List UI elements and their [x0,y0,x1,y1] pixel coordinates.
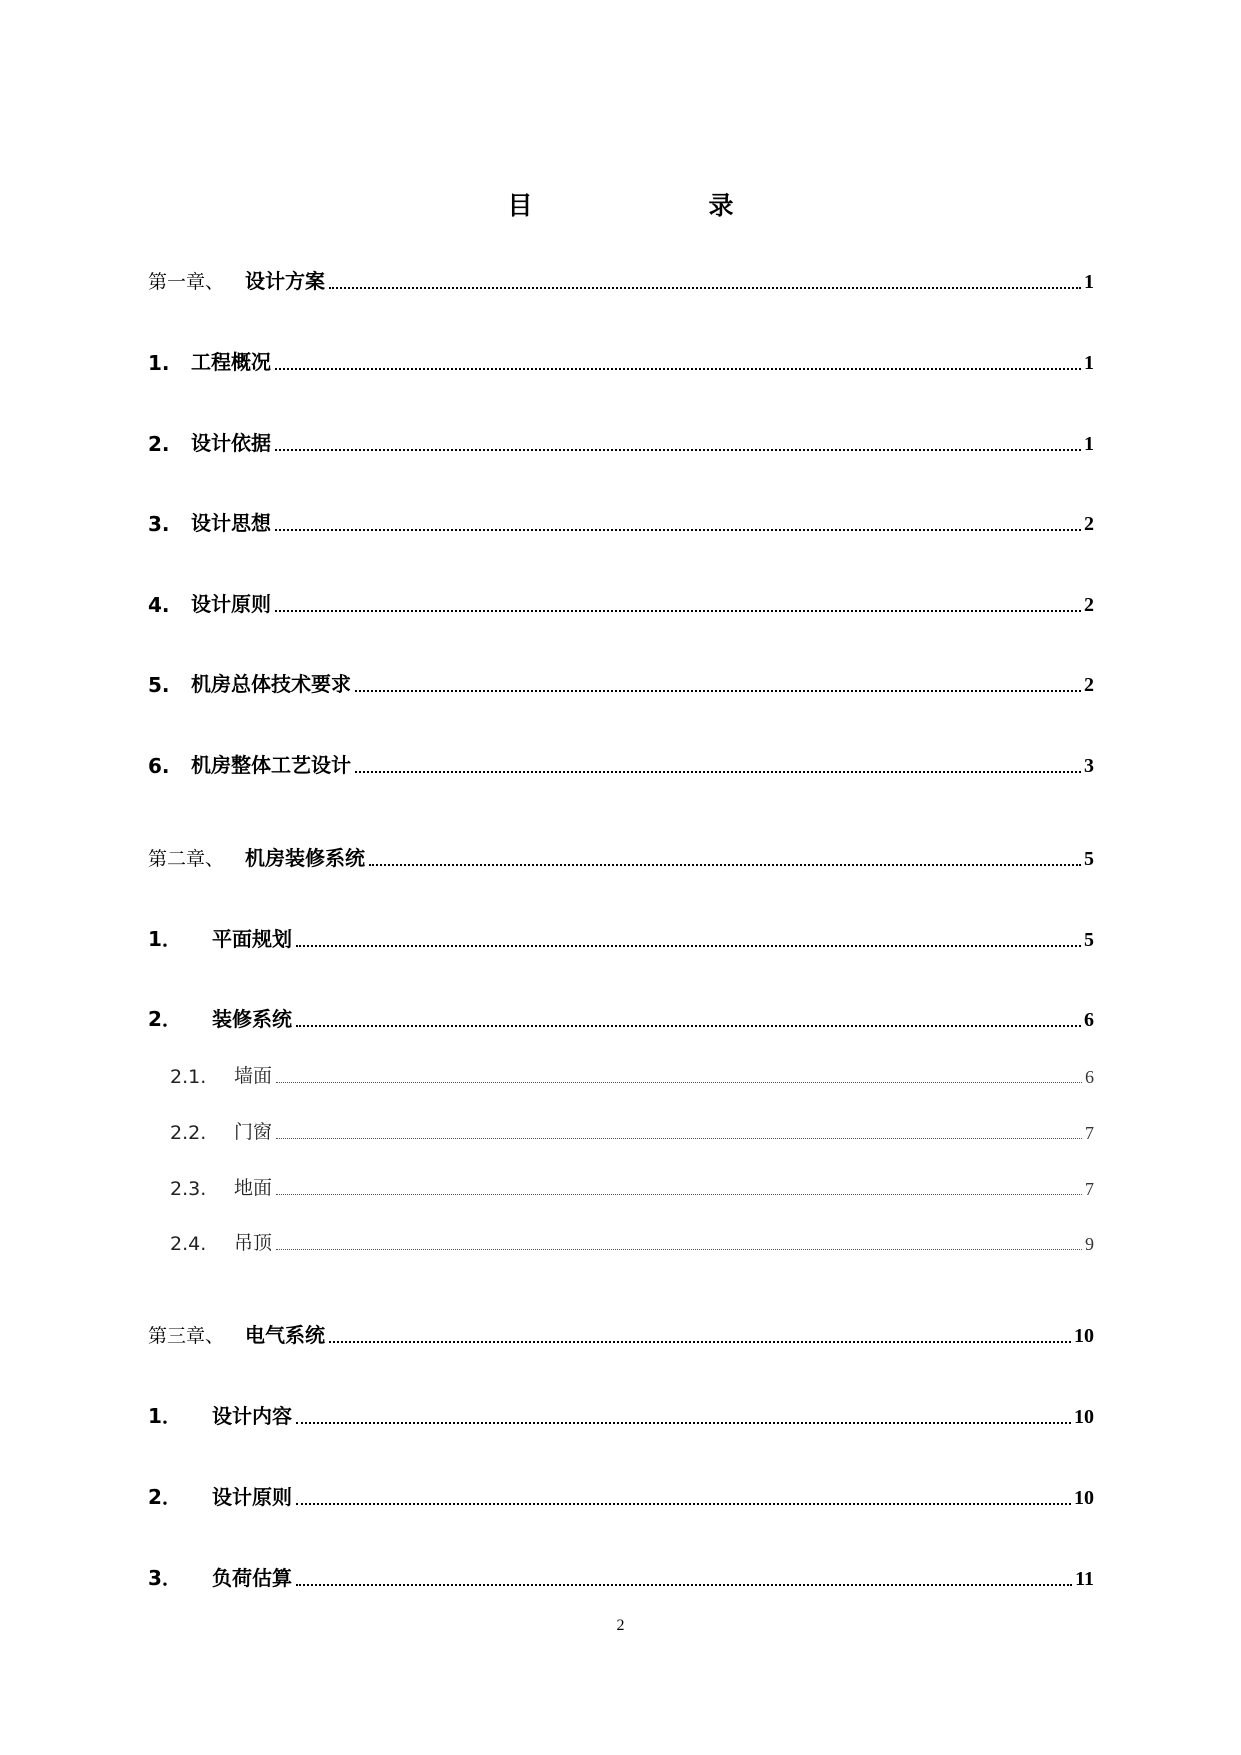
toc-page-number: 10 [1074,1406,1094,1428]
toc-number: 3. [148,512,170,536]
toc-entry-2-2-2[interactable] [170,1116,1094,1144]
toc-page-number: 7 [1085,1179,1094,1199]
toc-label: 墙面 [234,1065,273,1087]
toc-page-number: 5 [1084,848,1094,870]
toc-label: 机房总体技术要求 [191,672,351,696]
toc-number: 第三章、 [148,1325,225,1347]
toc-leader [296,1503,1071,1505]
toc-page-number: 10 [1074,1325,1094,1347]
toc-leader [275,529,1081,531]
toc-number: 2.1. [170,1066,207,1088]
toc-page-number: 5 [1084,929,1094,951]
toc-entry-2-2-4[interactable] [170,1227,1094,1255]
toc-label: 吊顶 [234,1232,273,1254]
toc-leader [296,1584,1072,1586]
toc-leader [369,864,1081,866]
toc-number: 1． [148,927,182,951]
toc-entry-chapter-3[interactable] [148,1320,1094,1348]
toc-leader [276,1082,1082,1083]
toc-number: 1． [148,1404,182,1428]
toc-number: 2.2. [170,1122,207,1144]
toc-entry-2-2-3[interactable] [170,1172,1094,1200]
toc-entry-1-6[interactable] [148,750,1094,778]
toc-label: 设计方案 [245,269,325,293]
toc-number: 第二章、 [148,848,225,870]
toc-page-number: 3 [1084,755,1094,777]
toc-leader [355,771,1081,773]
toc-leader [329,1341,1071,1343]
toc-entry-1-2[interactable] [148,428,1094,456]
toc-label: 设计原则 [212,1485,292,1509]
page-footer-number: 2 [616,1617,625,1634]
toc-label: 地面 [234,1177,273,1199]
toc-number: 1. [148,351,170,375]
toc-entry-2-2-1[interactable] [170,1060,1094,1088]
toc-number: 第一章、 [148,271,225,293]
toc-entry-chapter-1[interactable] [148,266,1094,294]
toc-leader [355,690,1081,692]
toc-page-number: 2 [1084,674,1094,696]
toc-page-number: 1 [1084,271,1094,293]
toc-number: 2． [148,1007,182,1031]
toc-number: 6. [148,754,170,778]
toc-entry-2-2[interactable] [148,1004,1094,1032]
toc-entry-1-4[interactable] [148,589,1094,617]
toc-leader [275,368,1081,370]
toc-number: 3． [148,1566,182,1590]
toc-number: 2.4. [170,1233,207,1255]
toc-leader [296,945,1081,947]
toc-page-number: 2 [1084,513,1094,535]
toc-leader [296,1422,1071,1424]
toc-entry-1-3[interactable] [148,508,1094,536]
toc-leader [275,610,1081,612]
toc-page-number: 1 [1084,352,1094,374]
toc-label: 设计内容 [212,1404,292,1428]
toc-label: 负荷估算 [212,1566,292,1590]
toc-label: 门窗 [234,1121,273,1143]
toc-entry-chapter-2[interactable] [148,843,1094,871]
toc-label: 电气系统 [245,1323,325,1347]
toc-number: 2． [148,1485,182,1509]
toc-label: 装修系统 [212,1007,292,1031]
toc-label: 机房装修系统 [245,846,365,870]
toc-entry-3-3[interactable] [148,1563,1094,1591]
toc-page-number: 6 [1084,1009,1094,1031]
toc-entry-2-1[interactable] [148,924,1094,952]
toc-label: 设计原则 [191,592,271,616]
page-title: 目 录 [507,191,776,220]
toc-page-number: 7 [1085,1123,1094,1143]
toc-page-number: 9 [1085,1234,1094,1254]
toc-page-number: 11 [1075,1568,1094,1590]
toc-number: 2. [148,432,170,456]
toc-leader [276,1138,1082,1139]
toc-page-number: 6 [1085,1067,1094,1087]
toc-number: 5. [148,673,170,697]
toc-label: 设计依据 [191,431,271,455]
toc-page-number: 2 [1084,594,1094,616]
toc-leader [276,1249,1082,1250]
toc-label: 平面规划 [212,927,292,951]
toc-page-number: 1 [1084,433,1094,455]
toc-entry-1-1[interactable] [148,347,1094,375]
toc-number: 4. [148,593,170,617]
toc-entry-3-1[interactable] [148,1401,1094,1429]
toc-entry-1-5[interactable] [148,669,1094,697]
toc-page-number: 10 [1074,1487,1094,1509]
toc-entry-3-2[interactable] [148,1482,1094,1510]
toc-label: 设计思想 [191,511,271,535]
toc-label: 机房整体工艺设计 [191,753,351,777]
toc-label: 工程概况 [191,350,271,374]
toc-leader [275,449,1081,451]
toc-number: 2.3. [170,1178,207,1200]
toc-leader [329,287,1081,289]
toc-leader [296,1025,1081,1027]
toc-leader [276,1194,1082,1195]
